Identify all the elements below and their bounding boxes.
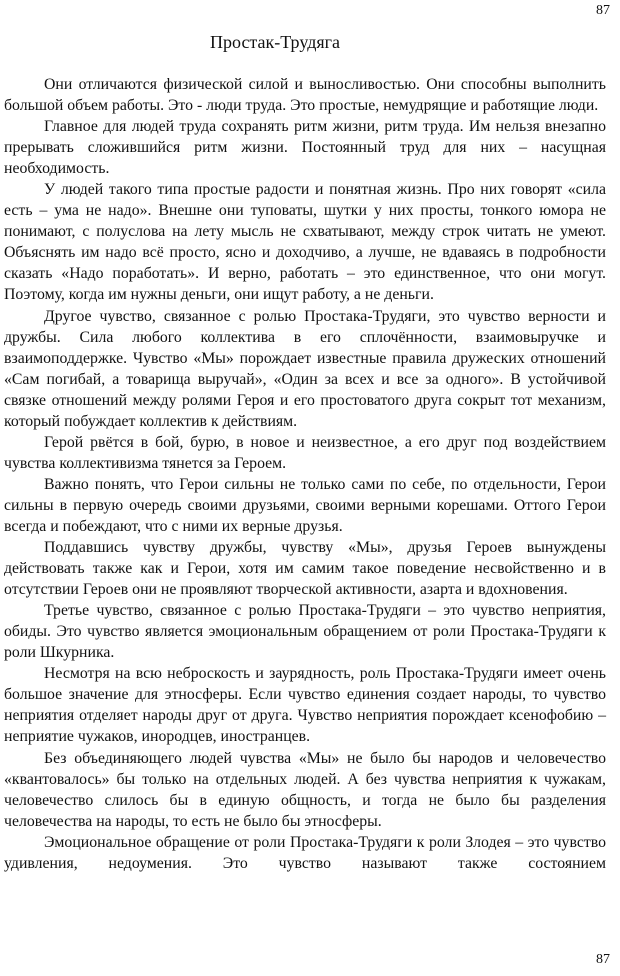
body-text xyxy=(4,74,606,874)
paragraph: Они отличаются физической силой и выносливостью. Они способны выполнить большой объем работы. Это - люди труда. Это простые, немудрящие и работящие люди. xyxy=(4,76,606,115)
paragraph: Несмотря на всю неброскость и заурядность, роль Простака-Трудяги имеет очень большое значение для этносферы. Если чувство единения создает народы, то чувство неприятия отделяет народы друг от друга. Чувство неприятия порождает ксенофобию – неприятие чужаков, инородцев, иностранцев. xyxy=(4,665,606,746)
paragraph: У людей такого типа простые радости и понятная жизнь. Про них говорят «сила есть – ума не надо». Внешне они туповаты, шутки у них просты, тонкого юмора не понимают, с полуслова на лету мысль не схватывают, между строк читать не умеют. Объяснять им надо всё просто, ясно и доходчиво, а лучше, не вдаваясь в подробности сказать «Надо поработать». И верно, работать – это единственное, что они могут. Поэтому, когда им нужны деньги, они ищут работу, а не деньги. xyxy=(4,181,606,304)
paragraph: Без объединяющего людей чувства «Мы» не было бы народов и человечество «квантовалось» бы только на отдельных людей. А без чувства неприятия к чужакам, человечество слилось бы в единую общность, и тогда не было бы разделения человечества на народы, то есть не было бы этносферы. xyxy=(4,749,606,830)
paragraph: Важно понять, что Герои сильны не только сами по себе, по отдельности, Герои сильны в первую очередь своими друзьями, своими верными корешами. Оттого Герои всегда и побеждают, что с ними их верные друзья. xyxy=(4,475,606,535)
page-title: Простак-Трудяга xyxy=(210,32,340,52)
paragraph: Другое чувство, связанное с ролью Простака-Трудяги, это чувство верности и дружбы. Сила любого коллектива в его сплочённости, взаимовыручке и взаимоподдержке. Чувство «Мы» порождает известные правила дружеских отношений «Сам погибай, а товарища выручай», «Один за всех и все за одного». В устойчивой связке отношений между ролями Героя и его простоватого друга сокрыт тот механизм, который побуждает коллектив к действиям. xyxy=(4,307,606,430)
page-number-top: 87 xyxy=(596,3,610,18)
paragraph: Эмоциональное обращение от роли Простака-Трудяги к роли Злодея – это чувство удивления, недоумения. Это чувство называют также состоянием xyxy=(4,833,606,872)
paragraph: Главное для людей труда сохранять ритм жизни, ритм труда. Им нельзя внезапно прерывать сложившийся ритм жизни. Постоянный труд для них – насущная необходимость. xyxy=(4,118,606,178)
paragraph: Поддавшись чувству дружбы, чувству «Мы», друзья Героев вынуждены действовать также как и Герои, хотя им самим такое поведение несвойственно и в отсутствии Героев они не проявляют творческой активности, азарта и вдохновения. xyxy=(4,539,606,599)
paragraph: Третье чувство, связанное с ролью Простака-Трудяги – это чувство неприятия, обиды. Это чувство является эмоциональным обращением от роли Простака-Трудяги к роли Шкурника. xyxy=(4,602,606,662)
paragraph: Герой рвётся в бой, бурю, в новое и неизвестное, а его друг под воздействием чувства коллективизма тянется за Героем. xyxy=(4,433,606,472)
page-number-bottom: 87 xyxy=(596,952,610,967)
